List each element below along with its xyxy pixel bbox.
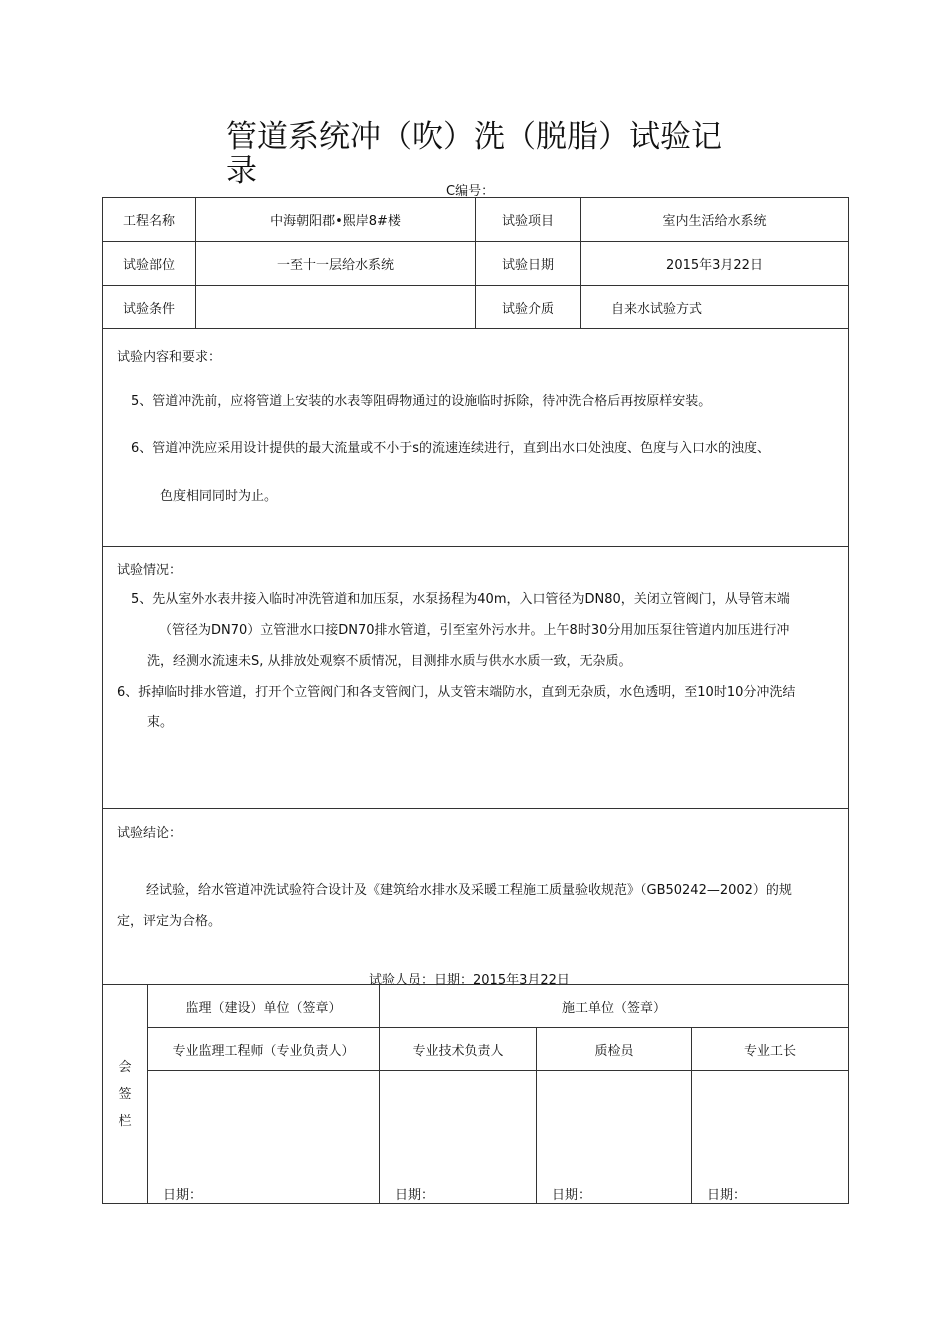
tech-lead-header: 专业技术负责人 [380, 1028, 537, 1071]
signoff-side-char: 会 [118, 1059, 132, 1075]
test-part-label: 试验部位 [103, 242, 196, 286]
test-medium-label: 试验介质 [476, 286, 581, 329]
foreman-signature-cell [692, 1071, 849, 1204]
supervisor-unit-header: 监理（建设）单位（签章） [148, 985, 380, 1028]
requirements-line: 5、管道冲洗前，应将管道上安装的水表等阻碍物通过的设施临时拆除，待冲洗合格后再按原样安装。 [131, 394, 712, 409]
requirements-line: 6、管道冲洗应采用设计提供的最大流量或不小于s的流速连续进行，直到出水口处浊度、色度与入口水的浊度、 [131, 441, 771, 456]
signoff-side-label [103, 985, 148, 1204]
test-item-value: 室内生活给水系统 [581, 198, 849, 242]
signoff-side-char: 签 [118, 1086, 132, 1102]
signoff-side-char: 栏 [118, 1113, 132, 1129]
project-name-label: 工程名称 [103, 198, 196, 242]
situation-line: （管径为DN70）立管泄水口接DN70排水管道，引至室外污水井。上午8时30分用加压泵往管道内加压进行冲 [159, 623, 790, 638]
inspector-header: 质检员 [537, 1028, 692, 1071]
inspector-signature-cell [537, 1071, 692, 1204]
tester-date-line: 试验人员：日期：2015年3月22日 [369, 973, 570, 988]
situation-line: 5、先从室外水表井接入临时冲洗管道和加压泵，水泵扬程为40m，入口管径为DN80，关闭立管阀门，从导管末端 [131, 592, 790, 607]
test-condition-label: 试验条件 [103, 286, 196, 329]
situation-line: 束。 [147, 715, 174, 730]
situation-line: 6、拆掉临时排水管道，打开个立管阀门和各支管阀门，从支管末端防水，直到无杂质，水色透明，至10时10分冲洗结 [117, 685, 796, 700]
situation-line: 洗，经测水流速未S, 从排放处观察不质情况，目测排水质与供水水质一致，无杂质。 [147, 654, 632, 669]
test-item-label: 试验项目 [476, 198, 581, 242]
date-label: 日期： [163, 1188, 203, 1203]
requirements-heading: 试验内容和要求： [117, 350, 222, 365]
signoff-table [102, 984, 849, 1204]
test-date-value: 2015年3月22日 [581, 242, 849, 286]
project-name-value: 中海朝阳郡•熙岸8#楼 [196, 198, 476, 242]
conclusion-heading: 试验结论： [117, 826, 183, 841]
test-medium-value: 自来水试验方式 [581, 286, 849, 329]
requirements-section [103, 329, 849, 547]
conclusion-section [103, 809, 849, 988]
code-number-label: C编号： [446, 184, 495, 199]
construction-unit-header: 施工单位（签章） [380, 985, 849, 1028]
supervisor-signature-cell [148, 1071, 380, 1204]
test-part-value: 一至十一层给水系统 [196, 242, 476, 286]
page-title: 管道系统冲（吹）洗（脱脂）试验记录 [226, 119, 722, 189]
situation-heading: 试验情况： [117, 563, 183, 578]
supervisor-engineer-header: 专业监理工程师（专业负责人） [148, 1028, 380, 1071]
test-condition-value [196, 286, 476, 329]
conclusion-line: 经试验，给水管道冲洗试验符合设计及《建筑给水排水及采暖工程施工质量验收规范》（GB50242—2002）的规 [146, 883, 792, 898]
date-label: 日期： [395, 1188, 435, 1203]
situation-section [103, 547, 849, 809]
date-label: 日期： [707, 1188, 747, 1203]
foreman-header: 专业工长 [692, 1028, 849, 1071]
test-date-label: 试验日期 [476, 242, 581, 286]
tech-lead-signature-cell [380, 1071, 537, 1204]
conclusion-line: 定，评定为合格。 [117, 914, 222, 929]
test-record-table [102, 197, 849, 988]
requirements-line: 色度相同同时为止。 [160, 489, 278, 504]
date-label: 日期： [552, 1188, 592, 1203]
